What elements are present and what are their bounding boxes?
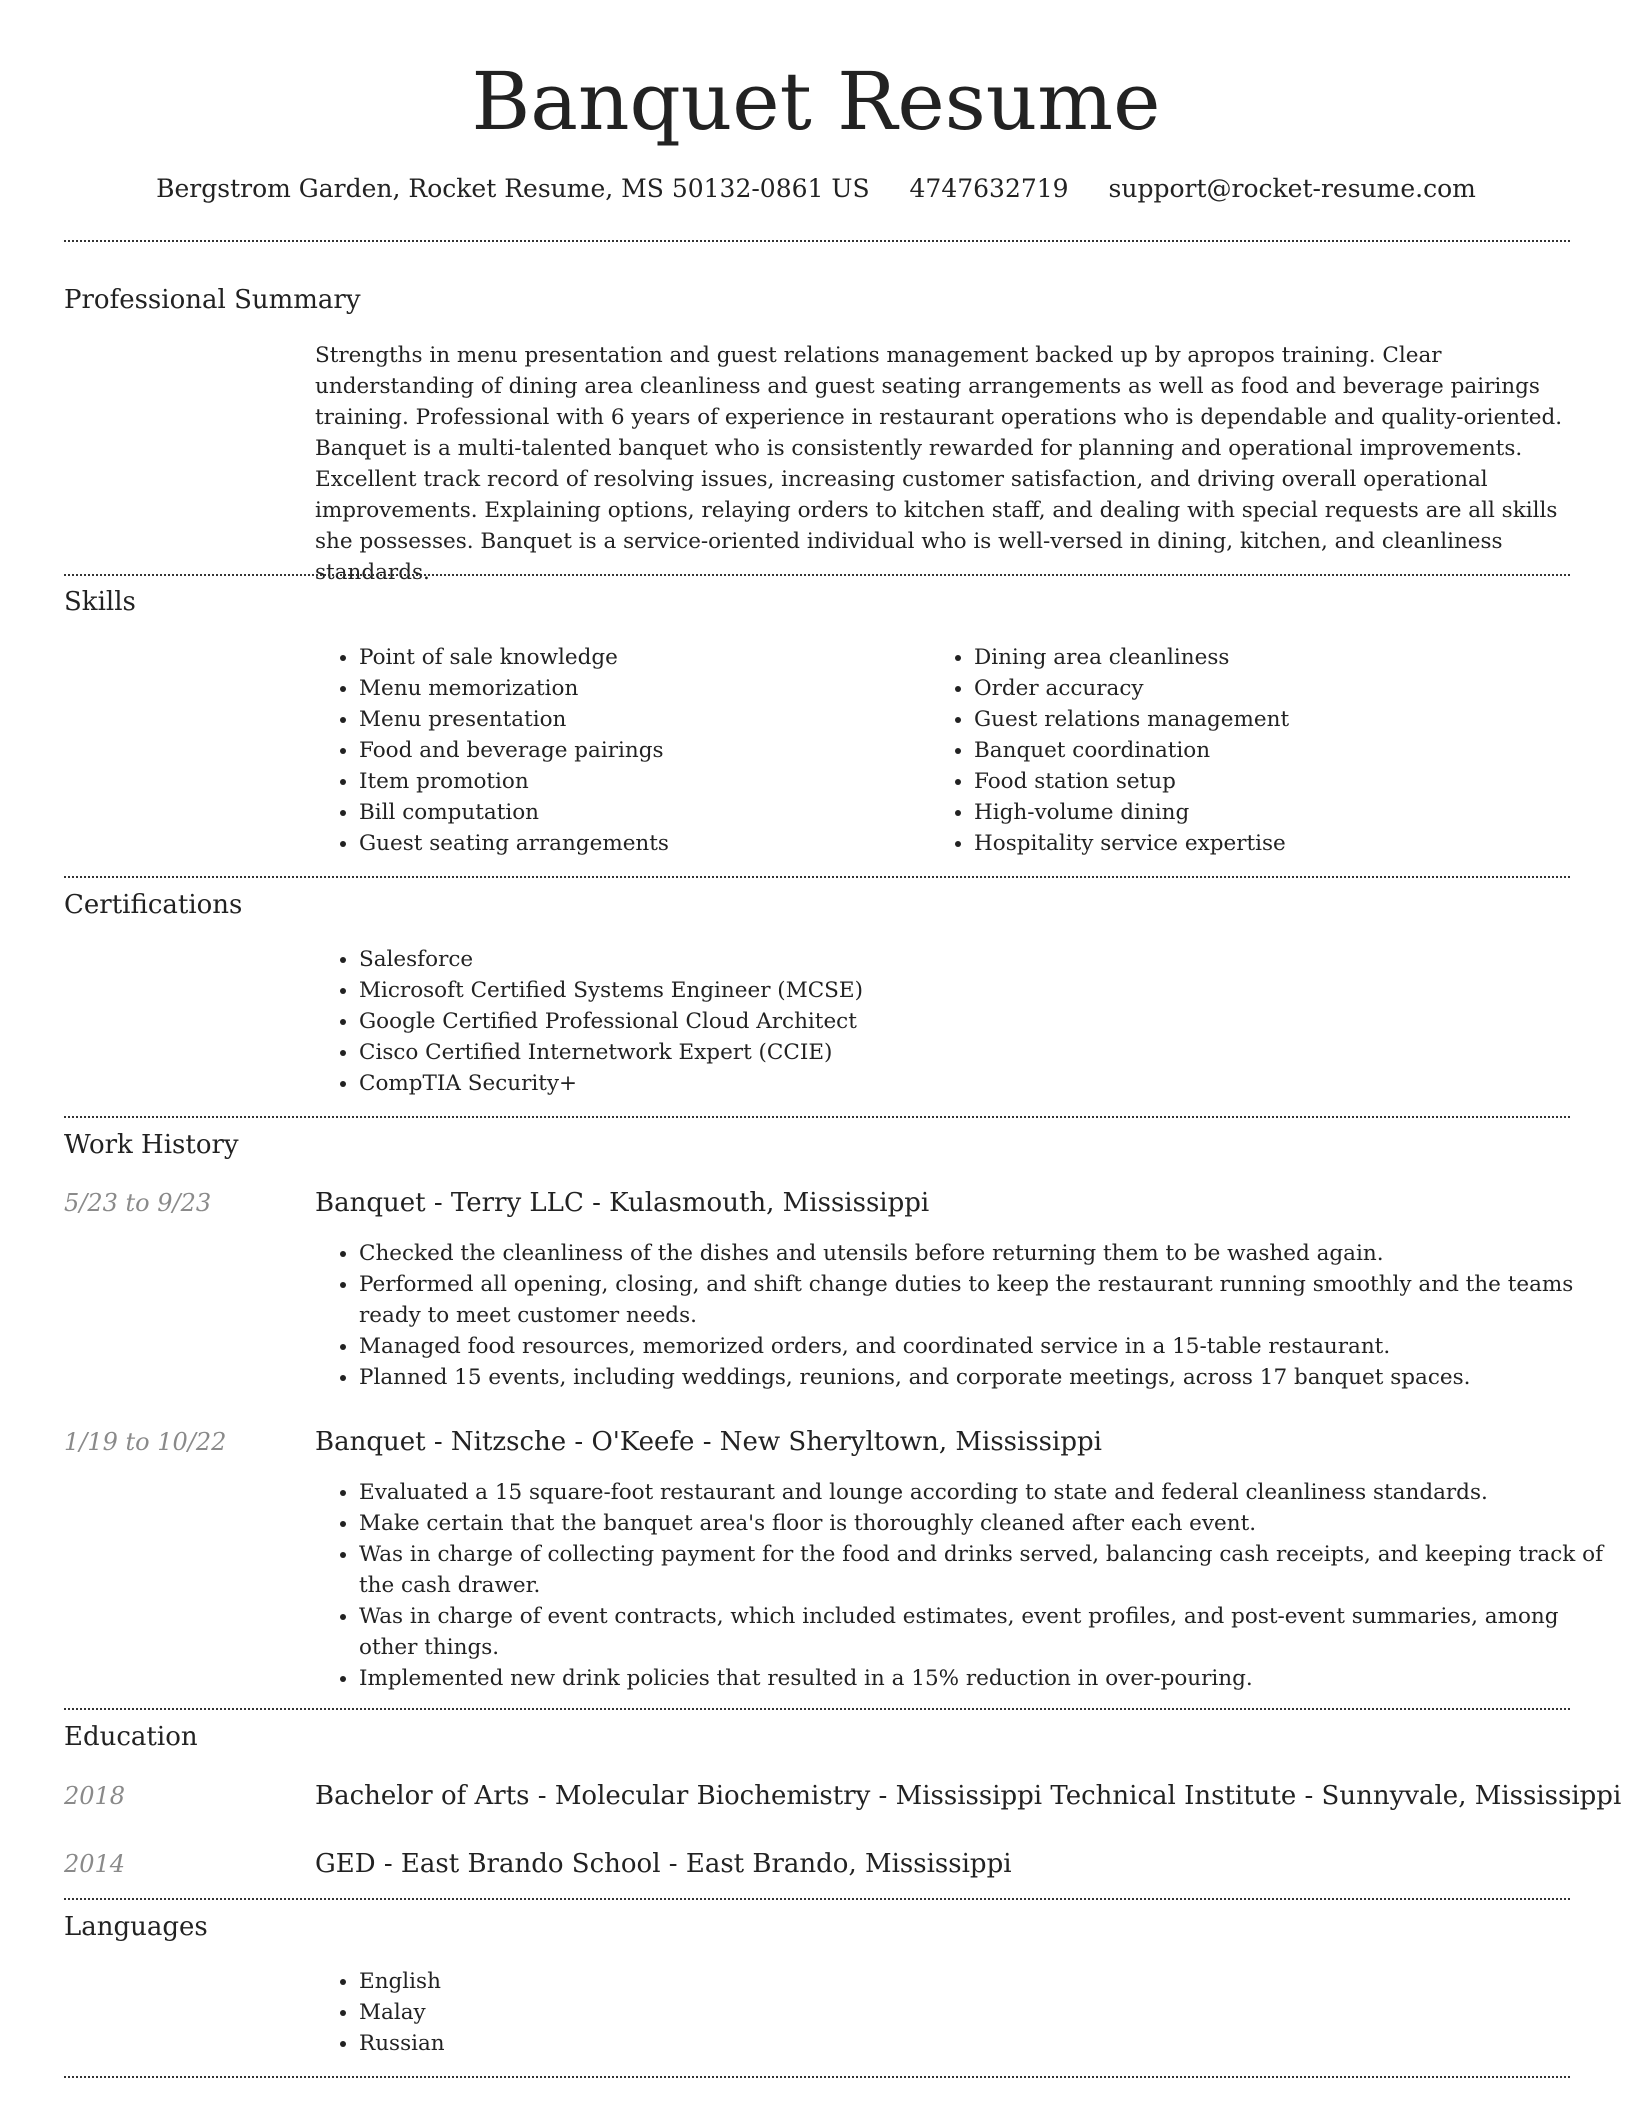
skill-item: • Food station setup [974, 766, 1574, 797]
skill-item: • Item promotion [359, 766, 919, 797]
job-bullet: • Evaluated a 15 square-foot restaurant and lounge according to state and federal cleanliness standards. [359, 1477, 1609, 1508]
job-bullet: • Implemented new drink policies that resulted in a 15% reduction in over-pouring. [359, 1663, 1609, 1694]
job-bullet: • Managed food resources, memorized orders, and coordinated service in a 15-table restaurant. [359, 1331, 1609, 1362]
section-title-skills: Skills [64, 587, 136, 617]
divider [64, 1708, 1570, 1710]
section-title-education: Education [64, 1722, 198, 1752]
education-date: 2014 [64, 1850, 126, 1878]
education-title: Bachelor of Arts - Molecular Biochemistry - Mississippi Technical Institute - Sunnyvale, Mississippi [315, 1781, 1622, 1811]
certification-item: • CompTIA Security+ [359, 1068, 1559, 1099]
section-title-languages: Languages [64, 1912, 208, 1942]
skill-item: • Guest seating arrangements [359, 828, 919, 859]
certification-item: • Salesforce [359, 944, 1559, 975]
job-bullet: • Checked the cleanliness of the dishes and utensils before returning them to be washed again. [359, 1238, 1609, 1269]
job-bullet: • Was in charge of collecting payment for the food and drinks served, balancing cash receipts, and keeping track of the cash drawer. [359, 1539, 1609, 1601]
contact-phone: 4747632719 [909, 174, 1069, 203]
job-bullets [315, 1477, 1609, 1694]
divider [64, 240, 1570, 242]
skill-item: • Guest relations management [974, 704, 1574, 735]
job-bullet: • Planned 15 events, including weddings, reunions, and corporate meetings, across 17 banquet spaces. [359, 1362, 1609, 1393]
job-bullet: • Make certain that the banquet area's floor is thoroughly cleaned after each event. [359, 1508, 1609, 1539]
skill-item: • Menu presentation [359, 704, 919, 735]
resume-name: Banquet Resume [471, 55, 1161, 148]
languages-list [315, 1966, 959, 2059]
skill-item: • Point of sale knowledge [359, 642, 919, 673]
skill-item: • Order accuracy [974, 673, 1574, 704]
skill-item: • High-volume dining [974, 797, 1574, 828]
skill-item: • Food and beverage pairings [359, 735, 919, 766]
education-date: 2018 [64, 1782, 126, 1810]
divider [64, 876, 1570, 878]
divider [64, 574, 1570, 576]
job-title: Banquet - Nitzsche - O'Keefe - New Sheryltown, Mississippi [315, 1427, 1102, 1457]
language-item: • Malay [359, 1997, 959, 2028]
job-date: 1/19 to 10/22 [64, 1428, 227, 1456]
certifications-list [315, 944, 1559, 1099]
skill-item: • Banquet coordination [974, 735, 1574, 766]
job-bullet: • Was in charge of event contracts, which included estimates, event profiles, and post-event summaries, among other things. [359, 1601, 1609, 1663]
education-title: GED - East Brando School - East Brando, Mississippi [315, 1849, 1012, 1879]
skill-item: • Bill computation [359, 797, 919, 828]
skills-list-right [930, 642, 1574, 859]
job-date: 5/23 to 9/23 [64, 1189, 212, 1217]
skill-item: • Hospitality service expertise [974, 828, 1574, 859]
skill-item: • Menu memorization [359, 673, 919, 704]
language-item: • English [359, 1966, 959, 1997]
language-item: • Russian [359, 2028, 959, 2059]
section-title-certifications: Certifications [64, 890, 243, 920]
section-title-work-history: Work History [64, 1130, 239, 1160]
certification-item: • Microsoft Certified Systems Engineer (MCSE) [359, 975, 1559, 1006]
certification-item: • Google Certified Professional Cloud Architect [359, 1006, 1559, 1037]
summary-text: Strengths in menu presentation and guest relations management backed up by apropos training. Clear understanding of dining area cleanliness and guest seating arrangements as well as food and beverage pairings training. Professional with 6 years of experience in restaurant operations who is dependable and quality-oriented. Banquet is a multi-talented banquet who is consistently rewarded for planning and operational improvements. Excellent track record of resolving issues, increasing customer satisfaction, and driving overall operational improvements. Explaining options, relaying orders to kitchen staff, and dealing with special requests are all skills she possesses. Banquet is a service-oriented individual who is well-versed in dining, kitchen, and cleanliness standards. [315, 343, 1563, 585]
job-bullets [315, 1238, 1609, 1393]
contact-address: Bergstrom Garden, Rocket Resume, MS 50132-0861 US [156, 174, 870, 203]
job-bullet: • Performed all opening, closing, and shift change duties to keep the restaurant running smoothly and the teams ready to meet customer needs. [359, 1269, 1609, 1331]
contact-email: support@rocket-resume.com [1108, 174, 1476, 203]
certification-item: • Cisco Certified Internetwork Expert (CCIE) [359, 1037, 1559, 1068]
skill-item: • Dining area cleanliness [974, 642, 1574, 673]
divider [64, 2076, 1570, 2078]
section-title-summary: Professional Summary [64, 285, 361, 315]
divider [64, 1116, 1570, 1118]
skills-list-left [315, 642, 919, 859]
job-title: Banquet - Terry LLC - Kulasmouth, Mississippi [315, 1188, 930, 1218]
contact-line [0, 172, 1632, 206]
divider [64, 1898, 1570, 1900]
